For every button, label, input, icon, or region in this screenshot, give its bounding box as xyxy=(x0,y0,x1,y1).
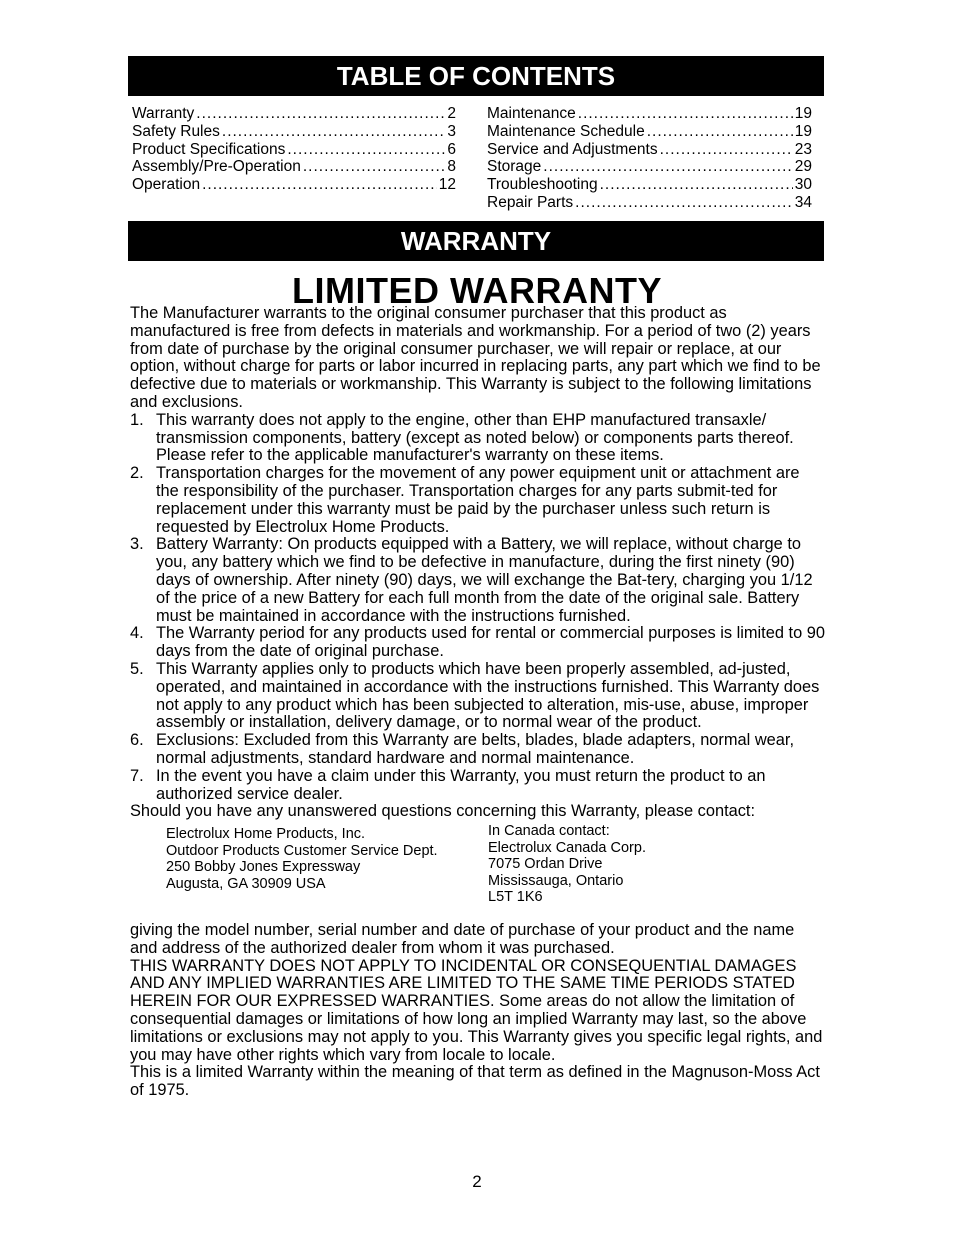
closing-statement: This is a limited Warranty within the meaning of that term as defined in the Magnuson-Moss Act of 1975. xyxy=(130,1063,820,1100)
toc-entry[interactable] xyxy=(487,123,812,141)
toc-entry-page: 8 xyxy=(447,158,456,176)
toc-entry[interactable] xyxy=(487,105,812,123)
list-item-text: This warranty does not apply to the engine, other than EHP manufactured transaxle/ transmission components, battery (except as noted below) or components parts thereof. Please refer to the applicable manufacturer's warranty on these items. xyxy=(156,410,794,465)
list-item xyxy=(130,625,826,661)
list-item xyxy=(130,661,826,732)
toc-header xyxy=(128,56,824,96)
address-line: Mississauga, Ontario xyxy=(488,872,624,889)
canada-address xyxy=(488,823,808,906)
list-item xyxy=(130,768,826,804)
toc-entry[interactable] xyxy=(487,158,812,176)
list-item-text: Transportation charges for the movement of any power equipment unit or attachment are the responsibility of the purchaser. Transportation charges for any parts submit-ted for replacement under this warranty must be paid by the purchaser unless such return is requested by Electrolux Home Products. xyxy=(156,464,800,536)
toc-entry-page: 12 xyxy=(438,176,456,194)
toc-entry[interactable] xyxy=(132,123,456,141)
address-line: Outdoor Products Customer Service Dept. xyxy=(166,842,438,859)
toc-entry-label: Product Specifications xyxy=(132,140,286,158)
contact-addresses xyxy=(166,823,826,906)
contact-intro: Should you have any unanswered questions concerning this Warranty, please contact: xyxy=(130,802,756,821)
toc-left-column xyxy=(132,105,456,194)
toc-entry-label: Repair Parts xyxy=(487,193,574,211)
toc-entry-page: 23 xyxy=(794,140,812,158)
toc-entry-page: 3 xyxy=(447,122,456,140)
toc-entry-page: 2 xyxy=(447,105,456,122)
list-item-number: 3. xyxy=(130,535,144,554)
list-item-number: 6. xyxy=(130,731,144,750)
toc-entry-page: 29 xyxy=(794,158,812,176)
toc-entry-label: Maintenance Schedule xyxy=(487,122,645,140)
toc-entry[interactable] xyxy=(132,105,456,123)
toc-entry-label: Safety Rules xyxy=(132,122,220,140)
list-item-text: This Warranty applies only to products which have been properly assembled, ad-justed, operated, and maintained in accordance with the instructions furnished. This Warranty does not apply to any product which has been subjected to alteration, mis-use, abuse, improper assembly or installation, delivery damage, or to normal wear of the product. xyxy=(156,659,820,732)
address-line: Augusta, GA 30909 USA xyxy=(166,875,326,892)
toc-entry[interactable] xyxy=(132,141,456,159)
address-line: 7075 Ordan Drive xyxy=(488,856,603,873)
list-item-text: In the event you have a claim under this Warranty, you must return the product to an authorized service dealer. xyxy=(156,766,766,803)
toc-entry-label: Maintenance xyxy=(487,105,576,122)
section-header xyxy=(128,221,824,261)
toc-entry[interactable] xyxy=(132,176,456,194)
list-item-number: 5. xyxy=(130,659,144,678)
list-item-text: The Warranty period for any products used for rental or commercial purposes is limited to 90 days from the date of original purchase. xyxy=(156,624,825,661)
toc-entry[interactable] xyxy=(132,158,456,176)
toc-entry-label: Operation xyxy=(132,176,201,194)
list-item xyxy=(130,732,826,768)
toc-entry[interactable] xyxy=(487,176,812,194)
address-line: Electrolux Home Products, Inc. xyxy=(166,826,366,843)
warranty-body xyxy=(130,305,826,1100)
limitations-list xyxy=(130,412,826,804)
list-item-text: Battery Warranty: On products equipped with a Battery, we will replace, without charge to you, any battery which we find to be defective in manufacture, during the first ninety (90) days of ownership. After ninety (90) days, we will exchange the Bat-tery, charging you 1/12 of the price of a new Battery for each full month from the date of the original sale. Battery must be maintained in accordance with the instructions furnished. xyxy=(156,535,813,625)
toc-entry-label: Troubleshooting xyxy=(487,176,598,194)
toc-entry-page: 19 xyxy=(794,105,812,122)
address-line: Electrolux Canada Corp. xyxy=(488,839,646,856)
toc-entry[interactable] xyxy=(487,194,812,212)
page-title: LIMITED WARRANTY xyxy=(292,270,662,311)
list-item-number: 7. xyxy=(130,766,144,785)
toc-entry-page: 19 xyxy=(794,122,812,140)
list-item-number: 2. xyxy=(130,464,144,483)
toc-entry-label: Storage xyxy=(487,158,542,176)
toc-entry-label: Service and Adjustments xyxy=(487,140,658,158)
toc-entry-page: 6 xyxy=(447,140,456,158)
list-item xyxy=(130,536,826,625)
list-item xyxy=(130,465,826,536)
section-title: WARRANTY xyxy=(400,226,552,256)
toc-entry-page: 34 xyxy=(794,193,812,211)
toc-entry-label: Warranty xyxy=(132,105,195,122)
list-item-number: 4. xyxy=(130,624,144,643)
address-line: 250 Bobby Jones Expressway xyxy=(166,859,361,876)
page-number: 2 xyxy=(472,1172,482,1191)
address-line: L5T 1K6 xyxy=(488,889,543,906)
after-contact: giving the model number, serial number and date of purchase of your product and the name and address of the authorized dealer from whom it was purchased. xyxy=(130,921,795,957)
toc-title: TABLE OF CONTENTS xyxy=(336,61,616,91)
warranty-intro: The Manufacturer warrants to the original consumer purchaser that this product as manufactured is free from defects in materials and workmanship. For a period of two (2) years from date of purchase by the original consumer purchaser, we will repair or replace, at our option, without charge for parts or labor incurred in replacing parts, any part which we find to be defective due to materials or workmanship. This Warranty is subject to the following limitations and exclusions. xyxy=(130,304,821,411)
address-line: In Canada contact: xyxy=(488,823,610,840)
toc-entry-page: 30 xyxy=(794,176,812,194)
list-item xyxy=(130,412,826,465)
toc-right-column xyxy=(487,105,812,212)
list-item-number: 1. xyxy=(130,410,144,429)
list-item-text: Exclusions: Excluded from this Warranty are belts, blades, blade adapters, normal wear, normal adjustments, standard hardware and normal maintenance. xyxy=(156,731,795,767)
us-address xyxy=(166,823,488,906)
toc-entry-label: Assembly/Pre-Operation xyxy=(132,158,301,176)
disclaimer: THIS WARRANTY DOES NOT APPLY TO INCIDENTAL OR CONSEQUENTIAL DAMAGES AND ANY IMPLIED WARRANTIES ARE LIMITED TO THE SAME TIME PERIODS STATED HEREIN FOR OUR EXPRESSED WARRANTIES. Some areas do not allow the limitation of consequential damages or limitations of how long an implied Warranty may last, so the above limitations or exclusions may not apply to you. This Warranty gives you specific legal rights, and you may have other rights which vary from locale to locale. xyxy=(130,956,823,1064)
toc-entry[interactable] xyxy=(487,141,812,159)
